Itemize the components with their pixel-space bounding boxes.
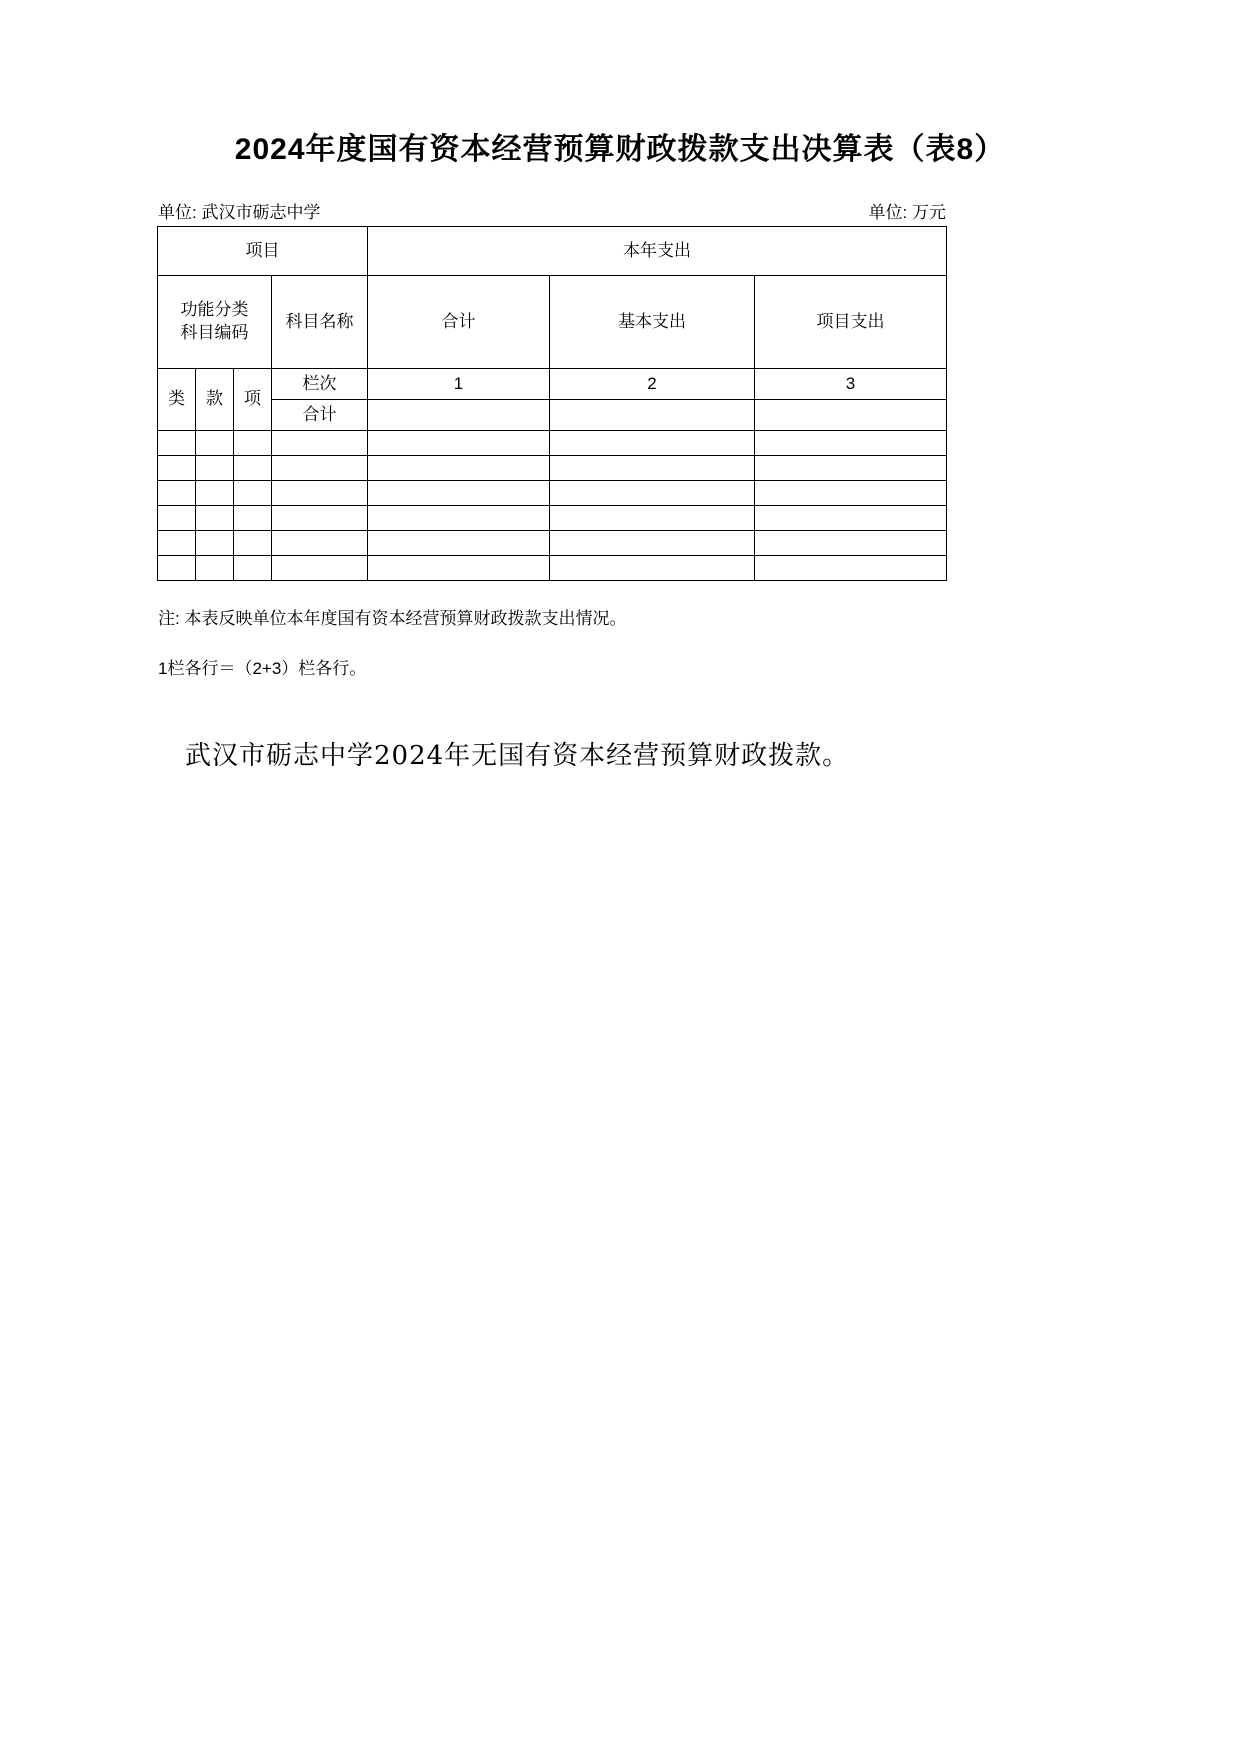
- cell-total: [368, 531, 550, 556]
- cell-project: [755, 531, 947, 556]
- cell-subject-name: [272, 556, 368, 581]
- cell-basic: [550, 556, 755, 581]
- total-row-basic: [550, 400, 755, 431]
- table-total-row: [158, 400, 947, 431]
- cell-total: [368, 481, 550, 506]
- cell-subject-name: [272, 506, 368, 531]
- table-header-row-sub: [158, 276, 947, 369]
- table-column-number-row: [158, 369, 947, 400]
- cell-project: [755, 456, 947, 481]
- cell-subject-name: [272, 456, 368, 481]
- table-row: [158, 506, 947, 531]
- amount-unit-value: 万元: [912, 203, 946, 222]
- cell-basic: [550, 481, 755, 506]
- cell-xiang: [234, 531, 272, 556]
- cell-total: [368, 506, 550, 531]
- header-project-expenditure: 项目支出: [755, 276, 947, 369]
- cell-project: [755, 506, 947, 531]
- table-row: [158, 431, 947, 456]
- total-row-project: [755, 400, 947, 431]
- cell-project: [755, 556, 947, 581]
- header-basic-expenditure: 基本支出: [550, 276, 755, 369]
- header-item: 项目: [158, 227, 368, 276]
- column-number-1: 1: [368, 369, 550, 400]
- cell-kuan: [196, 556, 234, 581]
- cell-basic: [550, 506, 755, 531]
- cell-lei: [158, 456, 196, 481]
- table-note-2: 1栏各行＝（2+3）栏各行。: [158, 659, 367, 678]
- table-row: [158, 531, 947, 556]
- cell-basic: [550, 456, 755, 481]
- cell-kuan: [196, 481, 234, 506]
- column-number-3: 3: [755, 369, 947, 400]
- total-row-label: 合计: [272, 400, 368, 431]
- cell-total: [368, 556, 550, 581]
- cell-total: [368, 431, 550, 456]
- header-current-year-expenditure: 本年支出: [368, 227, 947, 276]
- cell-kuan: [196, 506, 234, 531]
- header-function-code-line1: 功能分类: [180, 300, 249, 320]
- header-kuan: 款: [196, 369, 234, 431]
- cell-kuan: [196, 431, 234, 456]
- cell-project: [755, 431, 947, 456]
- cell-project: [755, 481, 947, 506]
- cell-kuan: [196, 456, 234, 481]
- cell-subject-name: [272, 481, 368, 506]
- cell-xiang: [234, 481, 272, 506]
- cell-xiang: [234, 431, 272, 456]
- cell-lei: [158, 556, 196, 581]
- cell-basic: [550, 531, 755, 556]
- table-meta-row: [158, 198, 946, 224]
- cell-lei: [158, 531, 196, 556]
- unit-label-group: [158, 198, 320, 223]
- unit-label: 单位:: [158, 203, 197, 222]
- header-lei: 类: [158, 369, 196, 431]
- header-xiang: 项: [234, 369, 272, 431]
- cell-lei: [158, 481, 196, 506]
- budget-expenditure-table: [157, 226, 947, 581]
- table-row: [158, 481, 947, 506]
- header-subject-name: 科目名称: [272, 276, 368, 369]
- cell-subject-name: [272, 531, 368, 556]
- header-total: 合计: [368, 276, 550, 369]
- table-header-row-group: [158, 227, 947, 276]
- cell-basic: [550, 431, 755, 456]
- table-row: [158, 456, 947, 481]
- cell-xiang: [234, 506, 272, 531]
- cell-xiang: [234, 456, 272, 481]
- amount-unit-label: 单位:: [868, 203, 908, 222]
- header-function-code-line2: 科目编码: [180, 323, 249, 342]
- page-title: 2024年度国有资本经营预算财政拨款支出决算表（表8）: [234, 133, 1006, 166]
- column-number-2: 2: [550, 369, 755, 400]
- total-row-total: [368, 400, 550, 431]
- table-row: [158, 556, 947, 581]
- cell-lei: [158, 431, 196, 456]
- cell-kuan: [196, 531, 234, 556]
- unit-value: 武汉市砺志中学: [201, 203, 321, 222]
- table-note-1: 注: 本表反映单位本年度国有资本经营预算财政拨款支出情况。: [158, 609, 627, 628]
- closing-statement: 武汉市砺志中学2024年无国有资本经营预算财政拨款。: [185, 741, 850, 771]
- cell-xiang: [234, 556, 272, 581]
- cell-total: [368, 456, 550, 481]
- header-function-code: [158, 276, 272, 369]
- cell-lei: [158, 506, 196, 531]
- cell-subject-name: [272, 431, 368, 456]
- amount-unit-group: [869, 198, 946, 223]
- column-number-label: 栏次: [272, 369, 368, 400]
